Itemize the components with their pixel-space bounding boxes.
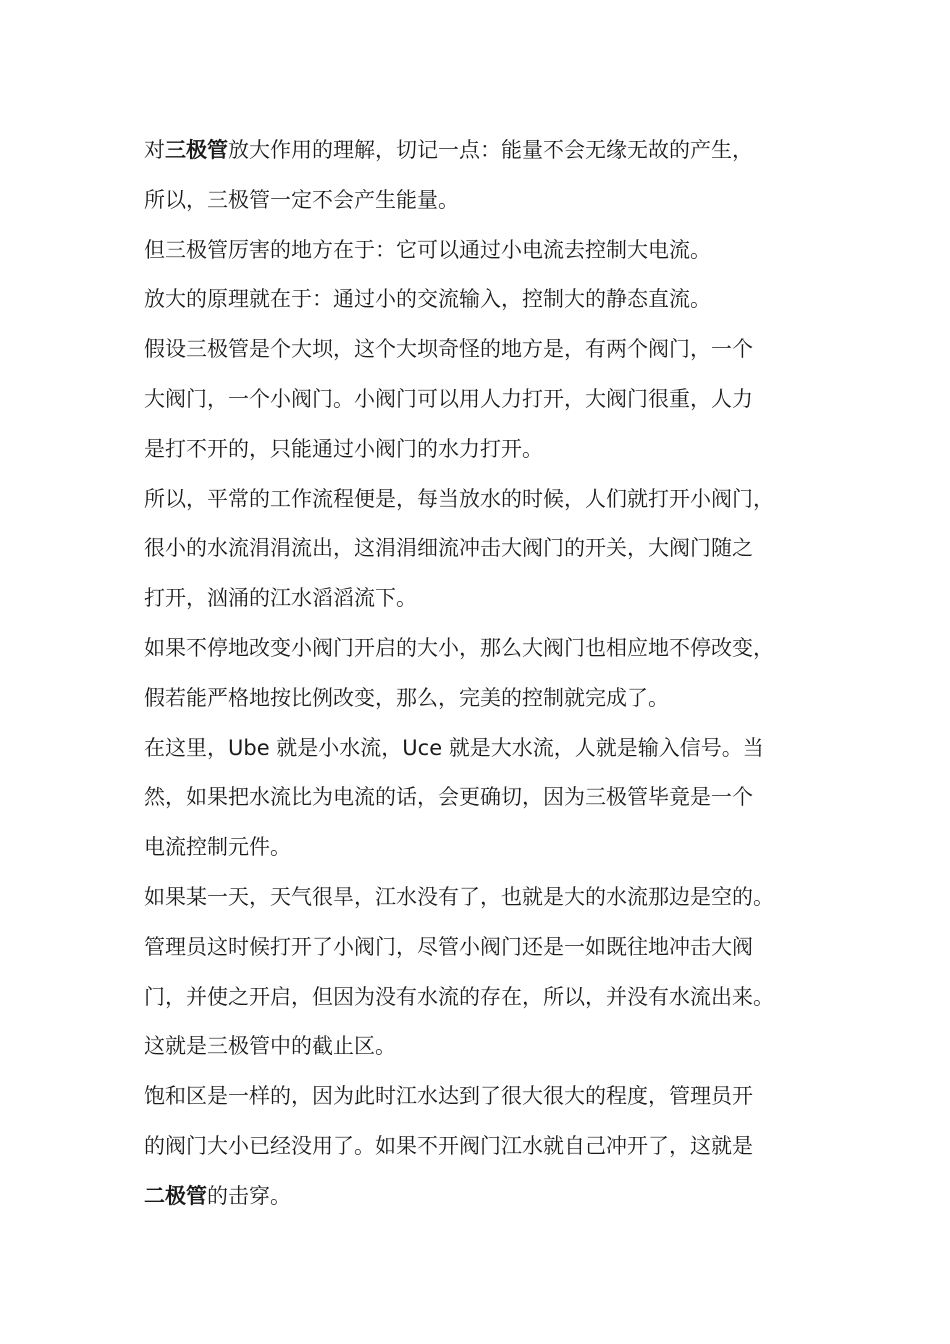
text-line-14: 然，如果把水流比为电流的话，会更确切，因为三极管毕竟是一个 xyxy=(144,785,753,810)
text-line-1: 对三极管放大作用的理解，切记一点：能量不会无缘无故的产生， xyxy=(144,138,753,162)
text-line-2: 所以，三极管一定不会产生能量。 xyxy=(144,187,459,212)
text-line-9: 很小的水流涓涓流出，这涓涓细流冲击大阀门的开关，大阀门随之 xyxy=(144,536,753,561)
text-line-10: 打开，汹涌的江水滔滔流下。 xyxy=(144,586,417,611)
text-line-8: 所以，平常的工作流程便是，每当放水的时候，人们就打开小阀门， xyxy=(144,486,774,511)
text-line-18: 门，并使之开启，但因为没有水流的存在，所以，并没有水流出来。 xyxy=(144,984,774,1009)
text-line-21: 的阀门大小已经没用了。如果不开阀门江水就自己冲开了，这就是 xyxy=(144,1133,753,1158)
keyword-diode-link[interactable]: 二极管 xyxy=(144,1183,207,1208)
text-line-4: 放大的原理就在于：通过小的交流输入，控制大的静态直流。 xyxy=(144,287,711,312)
text-line-20: 饱和区是一样的，因为此时江水达到了很大很大的程度，管理员开 xyxy=(144,1084,753,1109)
text-line-22: 二极管的击穿。 xyxy=(144,1183,291,1208)
text-line-5: 假设三极管是个大坝，这个大坝奇怪的地方是，有两个阀门，一个 xyxy=(144,337,753,362)
document-body xyxy=(144,126,834,1222)
text-line-7: 是打不开的，只能通过小阀门的水力打开。 xyxy=(144,436,543,461)
text-line-6: 大阀门，一个小阀门。小阀门可以用人力打开，大阀门很重，人力 xyxy=(144,386,753,411)
keyword-transistor-link[interactable]: 三极管 xyxy=(165,138,228,162)
text-line-17: 管理员这时候打开了小阀门，尽管小阀门还是一如既往地冲击大阀 xyxy=(144,934,753,959)
text-line-3: 但三极管厉害的地方在于：它可以通过小电流去控制大电流。 xyxy=(144,237,711,262)
text-line-19: 这就是三极管中的截止区。 xyxy=(144,1034,396,1059)
text-line-11: 如果不停地改变小阀门开启的大小，那么大阀门也相应地不停改变， xyxy=(144,635,774,660)
text-line-13: 在这里，Ube 就是小水流，Uce 就是大水流，人就是输入信号。当 xyxy=(144,735,764,760)
text-line-12: 假若能严格地按比例改变，那么，完美的控制就完成了。 xyxy=(144,685,669,710)
text-line-16: 如果某一天，天气很旱，江水没有了，也就是大的水流那边是空的。 xyxy=(144,884,774,909)
text-line-15: 电流控制元件。 xyxy=(144,835,291,860)
